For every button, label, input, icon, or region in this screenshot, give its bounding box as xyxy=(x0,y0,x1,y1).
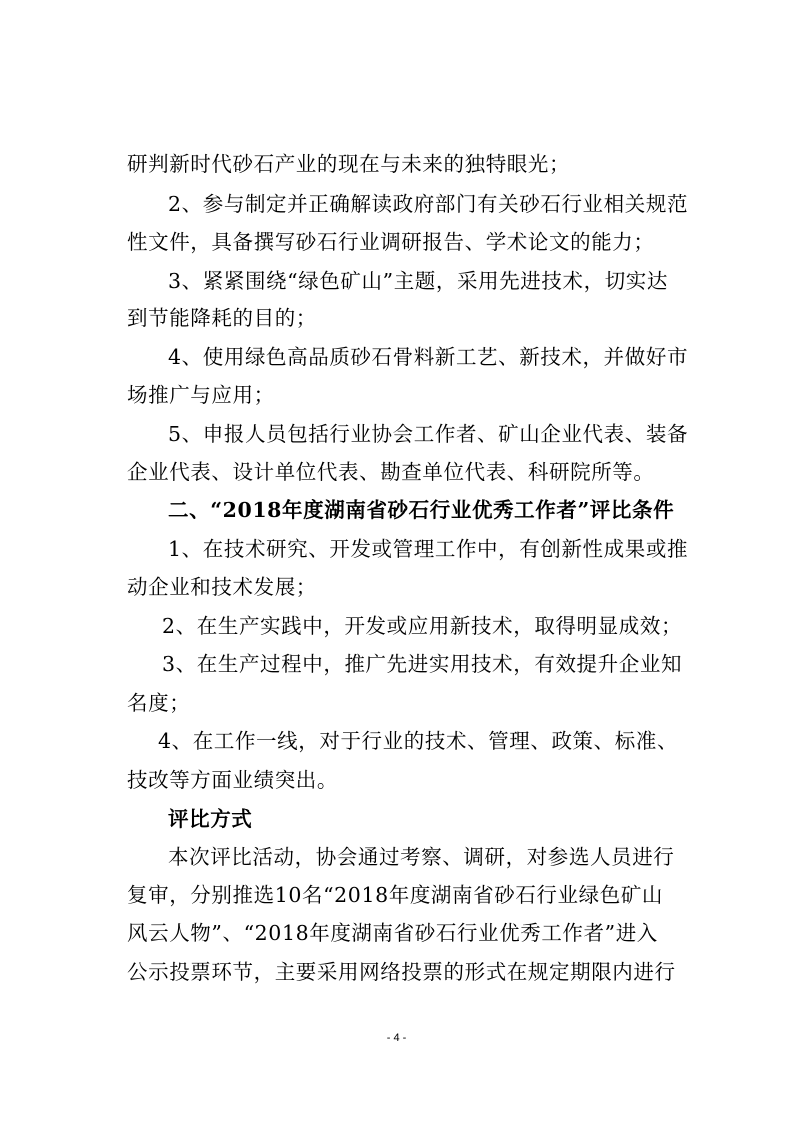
paragraph-line-1: 本次评比活动，协会通过考察、调研，对参选人员进行 xyxy=(168,845,675,869)
list-item-5-line-1: 5、申报人员包括行业协会工作者、矿山企业代表、装备 xyxy=(168,422,689,446)
criteria-3-line-2: 名度； xyxy=(127,691,191,715)
section-heading: 二、“2018年度湖南省砂石行业优秀工作者”评比条件 xyxy=(168,498,675,522)
list-item-4-line-1: 4、使用绿色高品质砂石骨料新工艺、新技术，并做好市 xyxy=(168,345,689,369)
page-number: - 4 - xyxy=(386,1032,407,1044)
paragraph-line-4: 公示投票环节，主要采用网络投票的形式在规定期限内进行 xyxy=(127,960,676,984)
criteria-1-line-2: 动企业和技术发展； xyxy=(127,575,317,599)
list-item-3-line-1: 3、紧紧围绕“绿色矿山”主题，采用先进技术，切实达 xyxy=(168,269,669,293)
criteria-3-line-1: 3、在生产过程中，推广先进实用技术，有效提升企业知 xyxy=(162,652,683,676)
paragraph-line-3: 风云人物”、“2018年度湖南省砂石行业优秀工作者”进入 xyxy=(127,921,658,945)
list-item-4-line-2: 场推广与应用； xyxy=(127,383,275,407)
list-item-3-line-2: 到节能降耗的目的； xyxy=(127,306,317,330)
subheading-evaluation-method: 评比方式 xyxy=(168,807,253,831)
list-item-2-line-1: 2、参与制定并正确解读政府部门有关砂石行业相关规范 xyxy=(168,192,689,216)
criteria-1-line-1: 1、在技术研究、开发或管理工作中，有创新性成果或推 xyxy=(168,537,689,561)
criteria-4-line-1: 4、在工作一线，对于行业的技术、管理、政策、标准、 xyxy=(158,729,679,753)
criteria-4-line-2: 技改等方面业绩突出。 xyxy=(127,768,338,792)
body-text-line: 研判新时代砂石产业的现在与未来的独特眼光； xyxy=(127,152,571,176)
list-item-2-line-2: 性文件，具备撰写砂石行业调研报告、学术论文的能力； xyxy=(127,230,655,254)
list-item-5-line-2: 企业代表、设计单位代表、勘查单位代表、科研院所等。 xyxy=(127,460,655,484)
criteria-2-line-1: 2、在生产实践中，开发或应用新技术，取得明显成效； xyxy=(162,614,683,638)
paragraph-line-2: 复审，分别推选10名“2018年度湖南省砂石行业绿色矿山 xyxy=(127,883,664,907)
